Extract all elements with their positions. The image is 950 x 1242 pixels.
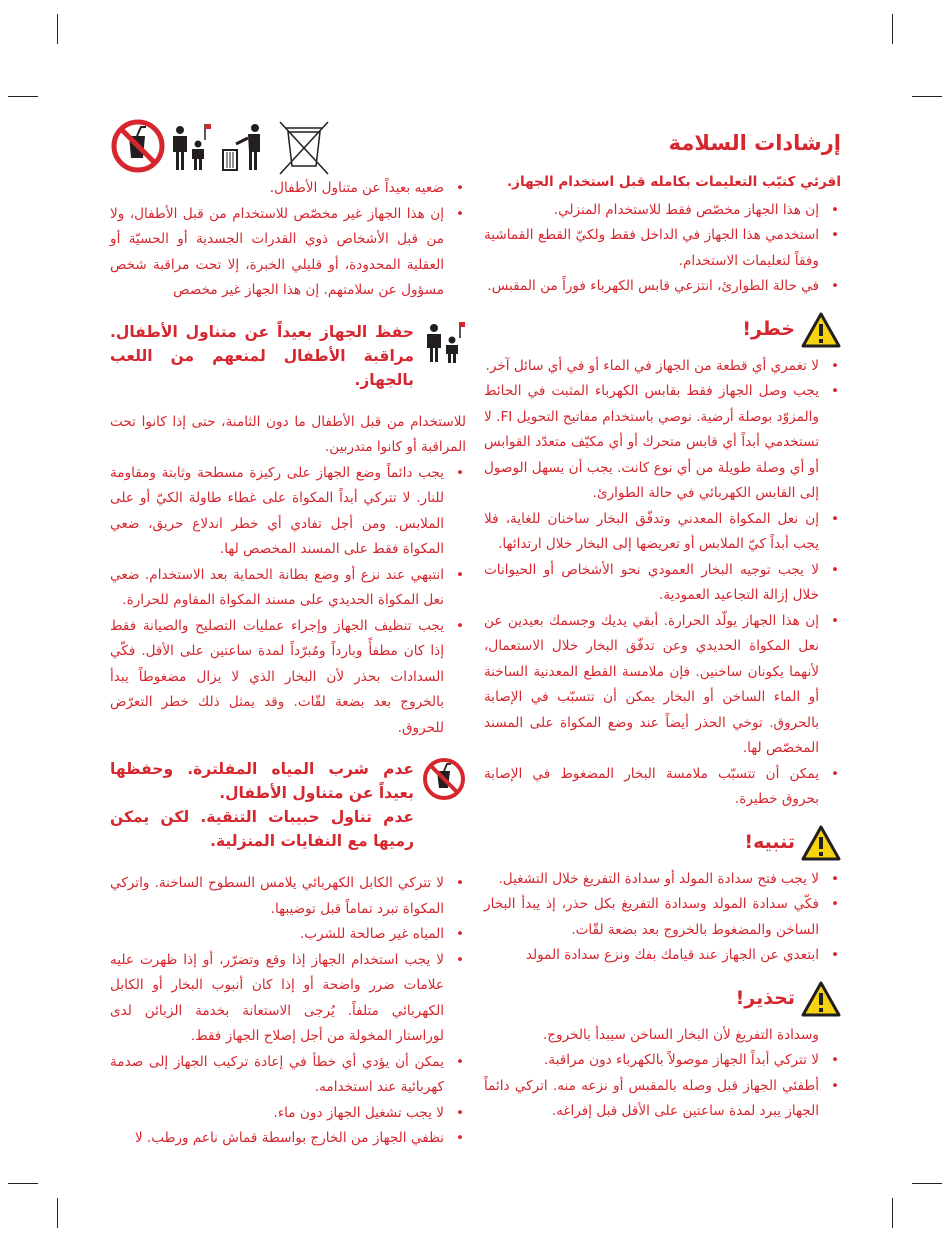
warning-list [484,1048,841,1125]
list-item: • نظفي الجهاز من الخارج بواسطة قماش ناعم ورطب. لا [110,1126,466,1152]
left-mid-list [110,461,466,742]
list-item: • لا تغمري أي قطعة من الجهاز في الماء أو في أي سائل آخر. [484,354,841,380]
list-item: • في حالة الطوارئ، انتزعي قابس الكهرباء فوراً من المقبس. [484,274,841,300]
child-supervision-icon [422,320,466,364]
caution-label: تنبيه! [744,830,795,853]
children-notice-text: حفظ الجهاز بعيداً عن متناول الأطفال. مراقبة الأطفال لمنعهم من اللعب بالجهاز. [110,322,414,389]
list-item: • ابتعدي عن الجهاز عند قيامك بفك ونزع سدادة المولد [484,943,841,969]
list-item: • المياه غير صالحة للشرب. [110,922,466,948]
warning-heading [484,981,841,1017]
crop-mark [892,1198,893,1228]
warning-label: تحذير! [735,986,795,1009]
list-item: • إن هذا الجهاز مخصّص فقط للاستخدام المنزلي. [484,198,841,224]
list-item: • انتبهي عند نزع أو وضع بطانة الحماية بعد الاستخدام. ضعي نعل المكواة الحديدي على مسند المكواة المقاوم للحرارة. [110,563,466,614]
waste-bin-icon [223,124,260,170]
left-bottom-list [110,871,466,1152]
child-supervision-icon [173,124,211,170]
list-item: • لا تتركي الكابل الكهربائي يلامس السطوح الساخنة. واتركي المكواة تبرد تماماً قبل توضيبها. [110,871,466,922]
crop-mark [8,1183,38,1184]
warning-triangle-icon [801,825,841,861]
list-item: • يمكن أن يؤدي أي خطأ في إعادة تركيب الجهاز إلى صدمة كهربائية عند استخدامه. [110,1050,466,1101]
water-notice-2: عدم تناول حبيبات التنقية. لكن يمكن رميها مع النفايات المنزلية. [110,808,414,850]
list-item: • إن هذا الجهاز يولّد الحرارة. أبقي يديك وجسمك بعيدين عن نعل المكواة الحديدي وعن تدفّق البخار خلال الاستعمال، لأنهما يكونان ساخنين. فإن ملامسة القطع المعدنية الساخنة أو الماء الساخن أو البخار يمكن أن تتسبّب في الإصابة بالحروق. توخي الحذر أيضاً عند وضع المكواة على المسند المخصّص لها. [484,609,841,762]
list-item: • يمكن أن تتسبّب ملامسة البخار المضغوط في الإصابة بحروق خطيرة. [484,762,841,813]
crossed-bin-icon [280,122,328,174]
crop-mark [8,96,38,97]
list-item: • يجب دائماً وضع الجهاز على ركيزة مسطحة وثابتة ومقاومة للنار. لا تتركي أبداً المكواة على غطاء طاولة الكيّ أو على الملابس. ومن أجل تفادي أي خطر اندلاع حريق، ضعي المكواة فقط على المسند المخصص لها. [110,461,466,563]
water-notice [110,757,466,853]
list-item: • أطفئي الجهاز قبل وصله بالمقبس أو نزعه منه. اتركي دائماً الجهاز يبرد لمدة ساعتين على الأقل قبل إفراغه. [484,1074,841,1125]
list-item: • لا يجب توجيه البخار العمودي نحو الأشخاص أو الحيوانات خلال إزالة التجاعيد العمودية. [484,558,841,609]
list-item: • ضعيه بعيداً عن متناول الأطفال. [110,176,466,202]
right-column [484,128,841,1125]
left-continuation: للاستخدام من قبل الأطفال ما دون الثامنة، حتى إذا كانوا تحت المراقبة أو كانوا متدربين. [110,413,466,455]
crop-mark [912,96,942,97]
water-notice-1: عدم شرب المياه المفلترة. وحفظها بعيداً عن متناول الأطفال. [110,760,414,802]
list-item: • استخدمي هذا الجهاز في الداخل فقط ولكيّ القطع القماشية وفقاً لتعليمات الاستخدام. [484,223,841,274]
list-item: • لا يجب تشغيل الجهاز دون ماء. [110,1101,466,1127]
list-item: • يجب تنظيف الجهاز وإجراء عمليات التصليح والصيانة فقط إذا كان مطفأً وبارداً ومُبرّداً لمدة ساعتين على الأقل. فكّي السدادات بحذر لأن البخار الذي لا يزال مضغوطاً يبدأ بالخروج بعد بضعة لقّات. وقد يمثل ذلك خطر التعرّض للحروق. [110,614,466,742]
danger-list [484,354,841,813]
list-item: • يجب وصل الجهاز فقط بقابس الكهرباء المثبت في الحائط والمزوّد بوصلة أرضية. نوصي باستخدام مفاتيح التحويل FI. لا تستخدمي أبداً أي قابس متحرك أو أي مكيّف متعدّد القوابس أو أي وصلة طويلة من أي نوع كانت. يجب أن يسهل الوصول إلى القابس الكهربائي في حالة الطوارئ. [484,379,841,507]
crop-mark [57,1198,58,1228]
caution-list [484,867,841,969]
no-drink-icon [422,757,466,801]
no-drink-icon [114,122,162,170]
page-title: إرشادات السلامة [668,131,841,155]
list-item: • لا يجب استخدام الجهاز إذا وقع وتضرّر، أو إذا ظهرت عليه علامات ضرر واضحة أو إذا كان أنبوب البخار أو الكابل الكهربائي متلفاً. يُرجى الاستعانة بخدمة الزبائن لدى لوراستار المخولة من أجل إصلاح الجهاز فقط. [110,948,466,1050]
safety-icons-row [110,118,336,178]
crop-mark [912,1183,942,1184]
list-item: • لا تتركي أبداً الجهاز موصولاً بالكهرباء دون مراقبة. [484,1048,841,1074]
intro-list [484,198,841,300]
children-notice [110,320,466,392]
list-item: • إن هذا الجهاز غير مخصّص للاستخدام من قبل الأطفال، ولا من قبل الأشخاص ذوي القدرات الجسدية أو الحسيّة أو العقلية المحدودة، أو قليلي الخبرة، إلا تحت مراقبة شخص مسؤول عن سلامتهم. إن هذا الجهاز غير مخصص [110,202,466,304]
list-item: • إن نعل المكواة المعدني وتدفّق البخار ساخنان للغاية، فلا يجب أبداً كيّ الملابس أو تعريضها إلى البخار خلال ارتدائها. [484,507,841,558]
caution-heading [484,825,841,861]
crop-mark [57,14,58,44]
warning-triangle-icon [801,981,841,1017]
left-top-list [110,176,466,304]
warning-continuation: وسدادة التفريغ لأن البخار الساخن سيبدأ بالخروج. [542,1026,819,1043]
list-item: • لا يجب فتح سدادة المولد أو سدادة التفريغ خلال التشغيل. [484,867,841,893]
intro-heading: اقرئي كتيّب التعليمات بكامله قبل استخدام الجهاز. [506,174,841,190]
warning-triangle-icon [801,312,841,348]
crop-mark [892,14,893,44]
left-column [110,176,466,1152]
list-item: • فكّي سدادة المولد وسدادة التفريغ بكل حذر، إذ يبدأ البخار الساخن والمضغوط بالخروج بعد بضعة لقّات. [484,892,841,943]
danger-heading [484,312,841,348]
danger-label: خطر! [742,317,795,340]
